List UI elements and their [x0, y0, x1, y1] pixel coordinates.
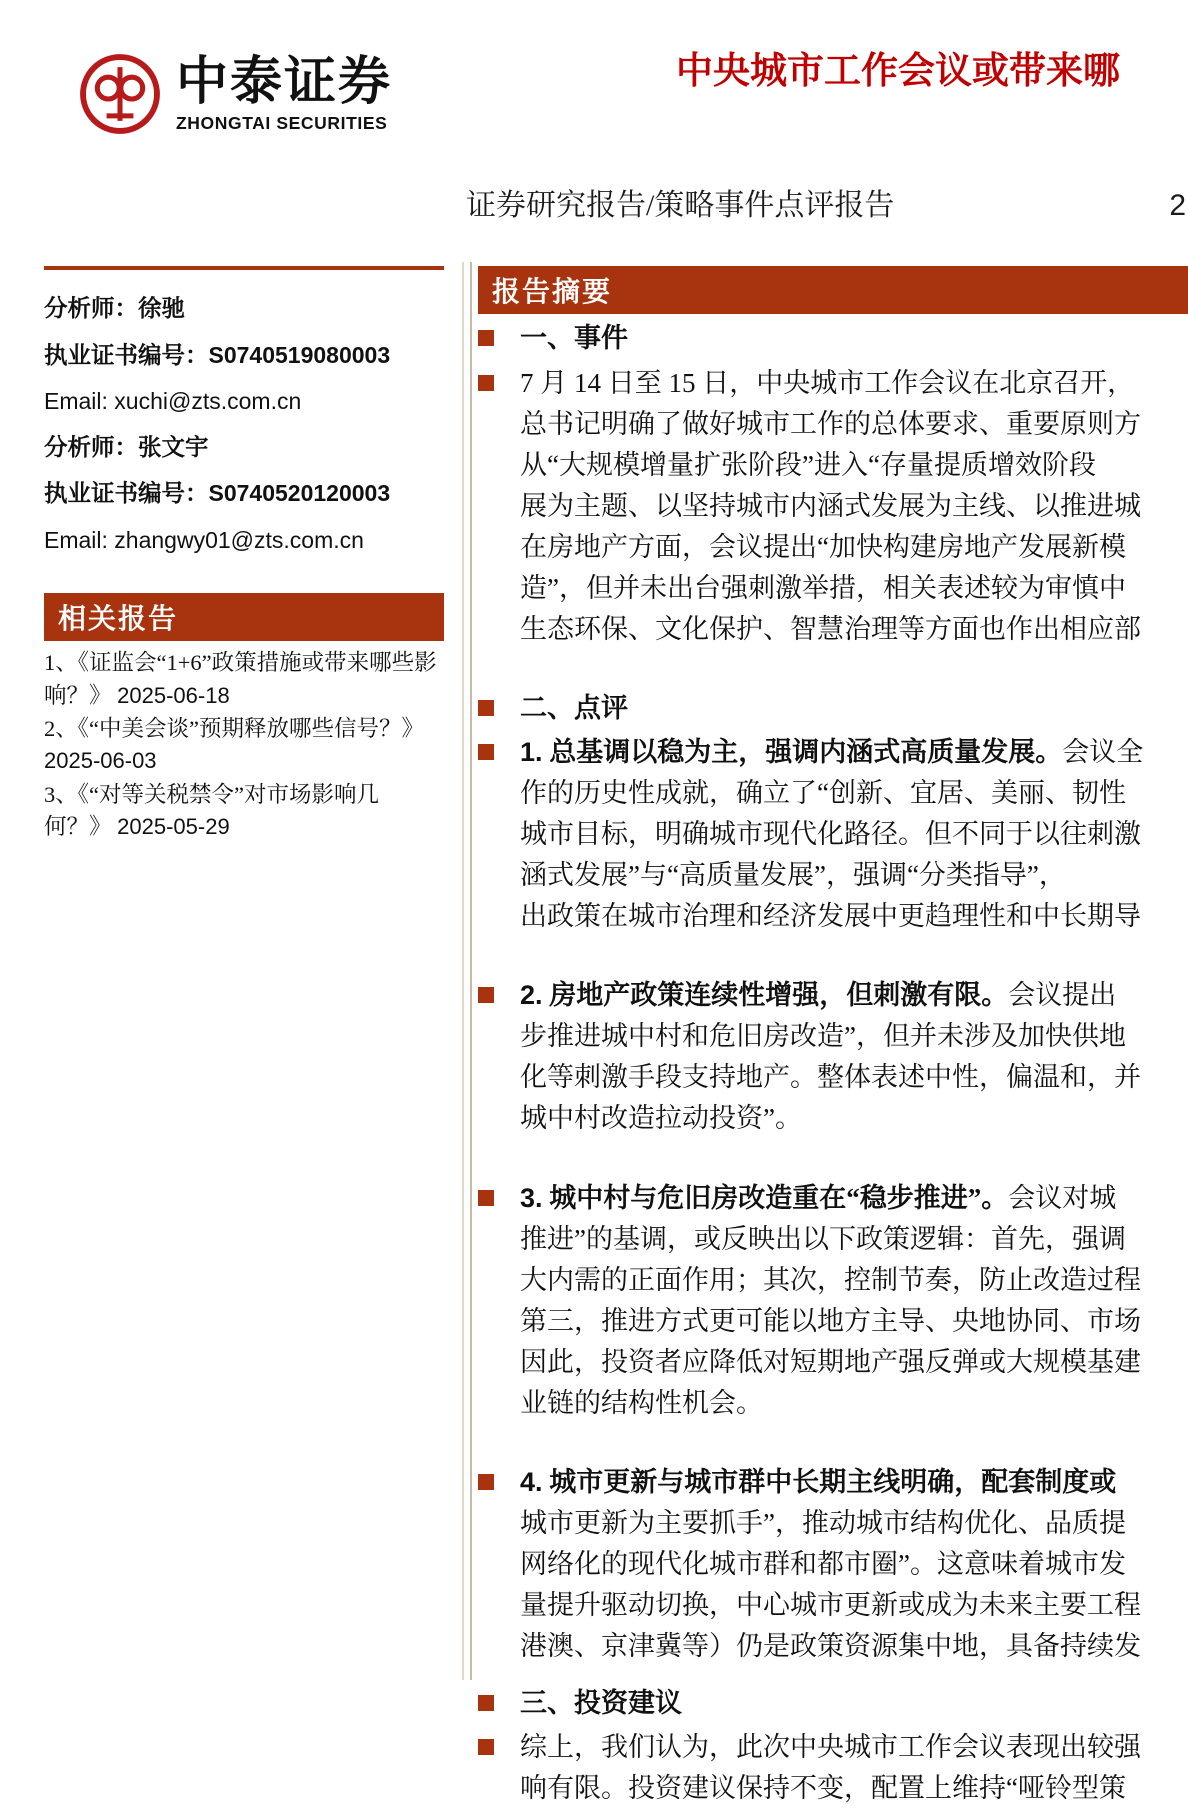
comment-lead-bold: 城市更新与城市群中长期主线明确，配套制度或 [549, 1466, 1117, 1497]
analyst-email-address[interactable]: xuchi@zts.com.cn [114, 388, 302, 415]
paragraph-line: 涵式发展”与“高质量发展”，强调“分类指导”， [520, 860, 1066, 891]
paragraph-line: 展为主题、以坚持城市内涵式发展为主线、以推进城 [520, 490, 1141, 521]
comment-lead-rest: 会议提出 [1008, 980, 1117, 1011]
square-bullet-icon [478, 700, 494, 716]
paragraph-line: 量提升驱动切换，中心城市更新或成为未来主要工程 [520, 1589, 1141, 1620]
comment-number: 1. [520, 737, 543, 768]
comment-item-row [478, 732, 1188, 937]
paragraph-line: 城市更新为主要抓手”，推动城市结构优化、品质提 [520, 1507, 1126, 1538]
brand-logo [78, 52, 392, 136]
paragraph-line: 造”，但并未出台强刺激举措，相关表述较为审慎中 [520, 572, 1126, 603]
paragraph-line: 作的历史性成就，确立了“创新、宜居、美丽、韧性 [520, 778, 1126, 809]
section-heading-row [478, 1683, 1188, 1724]
analyst-license-label: 执业证书编号： [44, 342, 209, 369]
sidebar [44, 266, 444, 844]
related-reports-header [44, 593, 444, 641]
comment-lead-bold: 城中村与危旧房改造重在“稳步推进”。 [549, 1182, 1009, 1213]
section-heading: 二、点评 [520, 692, 628, 723]
comment-number: 2. [520, 980, 543, 1011]
section-paragraphs [520, 363, 1188, 650]
section-heading-row [478, 318, 1188, 359]
comment-item-row [478, 1178, 1188, 1424]
analyst-license [44, 333, 444, 380]
column-divider-outer [462, 262, 464, 1680]
comment-lead-bold: 房地产政策连续性增强，但刺激有限。 [549, 980, 1009, 1011]
paragraph-line: 业链的结构性机会。 [520, 1387, 763, 1418]
paragraph-line: 港澳、京津冀等）仍是政策资源集中地，具备持续发 [520, 1630, 1141, 1661]
analyst-name: 分析师：徐驰 [44, 296, 185, 322]
section-heading: 三、投资建议 [520, 1687, 682, 1718]
comment-lead-rest: 会议对城 [1008, 1182, 1117, 1213]
comment-lead-bold: 总基调以稳为主，强调内涵式高质量发展。 [549, 737, 1063, 768]
summary-header [478, 266, 1188, 314]
paragraph-line: 推进”的基调，或反映出以下政策逻辑：首先，强调 [520, 1223, 1126, 1254]
analyst-license [44, 471, 444, 518]
square-bullet-icon [478, 375, 494, 391]
comment-lead-line [520, 975, 1188, 1016]
analyst-name: 分析师：张文宇 [44, 434, 209, 461]
paragraph-line: 总书记明确了做好城市工作的总体要求、重要原则方 [520, 408, 1141, 439]
summary-column [478, 266, 1188, 1809]
paragraph-line: 城中村改造拉动投资”。 [520, 1103, 802, 1134]
paragraph-line: 生态环保、文化保护、智慧治理等方面也作出相应部 [520, 613, 1141, 644]
analyst-email-label: Email: [44, 526, 108, 553]
comment-number: 4. [520, 1466, 543, 1497]
paragraph-line: 综上，我们认为，此次中央城市工作会议表现出较强 [520, 1732, 1141, 1763]
column-divider [470, 262, 472, 1680]
comment-lead-line [520, 1178, 1188, 1219]
square-bullet-icon [478, 330, 494, 346]
paragraph-line: 第三，推进方式更可能以地方主导、央地协同、市场 [520, 1305, 1141, 1336]
analyst-license-label: 执业证书编号： [44, 481, 209, 508]
paragraph-line: 在房地产方面，会议提出“加快构建房地产发展新模 [520, 531, 1126, 562]
report-date: 2 [1169, 189, 1186, 222]
report-type-label: 证券研究报告/策略事件点评报告 [466, 189, 895, 222]
brand-name-cn: 中泰证券 [176, 52, 393, 111]
square-bullet-icon [478, 1190, 494, 1206]
analyst-license-number: S0740519080003 [208, 341, 391, 368]
paragraph-line: 城市目标，明确城市现代化路径。但不同于以往刺激 [520, 819, 1141, 850]
analyst-email-label: Email: [44, 388, 108, 415]
page-header [0, 0, 1188, 250]
related-reports-title: 相关报告 [58, 604, 179, 636]
paragraph-line: 从“大规模增量扩张阶段”进入“存量提质增效阶段 [520, 449, 1096, 480]
list-item[interactable] [44, 713, 444, 778]
comment-number: 3. [520, 1182, 543, 1213]
list-item[interactable] [44, 779, 444, 844]
analyst-email-address[interactable]: zhangwy01@zts.com.cn [114, 526, 364, 553]
comment-lead-line [520, 1462, 1188, 1503]
comment-lead-line [520, 732, 1188, 773]
related-report-text: 2、《“中美会谈”预期释放哪些信号？》 [44, 715, 424, 741]
related-report-text: 1、《证监会“1+6”政策措施或带来哪些影响？》 [44, 650, 437, 708]
analyst-email[interactable] [44, 518, 444, 564]
paragraph-line: 响有限。投资建议保持不变，配置上维持“哑铃型策 [520, 1773, 1126, 1804]
square-bullet-icon [478, 1739, 494, 1755]
square-bullet-icon [478, 987, 494, 1003]
related-reports-list [44, 647, 444, 843]
square-bullet-icon [478, 744, 494, 760]
paragraph-line: 化等刺激手段支持地产。整体表述中性，偏温和，并 [520, 1062, 1141, 1093]
section-body-row [478, 363, 1188, 650]
brand-name-en: ZHONGTAI SECURITIES [176, 112, 388, 133]
square-bullet-icon [478, 1474, 494, 1490]
paragraph-line: 因此，投资者应降低对短期地产强反弹或大规模基建 [520, 1346, 1141, 1377]
section-heading: 一、事件 [520, 323, 628, 353]
paragraph-line: 7 月 14 日至 15 日，中央城市工作会议在北京召开， [520, 367, 1135, 398]
related-report-date: 2025-05-29 [117, 814, 230, 840]
paragraph-line: 网络化的现代化城市群和都市圈”。这意味着城市发 [520, 1548, 1126, 1579]
square-bullet-icon [478, 1695, 494, 1711]
related-report-date: 2025-06-03 [44, 748, 157, 774]
report-type-line [466, 180, 1186, 224]
paragraph-line: 出政策在城市治理和经济发展中更趋理性和中长期导 [520, 901, 1141, 932]
comment-lead-rest: 会议全 [1062, 737, 1144, 768]
list-item[interactable] [44, 647, 444, 712]
summary-title: 报告摘要 [492, 277, 613, 308]
zhongtai-emblem-icon [78, 52, 162, 136]
section-heading-row [478, 688, 1188, 729]
paragraph-line: 步推进城中村和危旧房改造”，但并未涉及加快供地 [520, 1021, 1126, 1052]
page-title: 中央城市工作会议或带来哪 [676, 50, 1120, 91]
related-report-text: 3、《“对等关税禁令”对市场影响几何？》 [44, 781, 379, 840]
analyst-info [44, 270, 444, 563]
paragraph-line: 大内需的正面作用；其次，控制节奏，防止改造过程 [520, 1264, 1141, 1295]
comment-item-row [478, 1462, 1188, 1667]
related-report-date: 2025-06-18 [117, 682, 230, 708]
section-body-row [478, 1727, 1188, 1809]
analyst-email[interactable] [44, 379, 444, 425]
analyst-license-number: S0740520120003 [208, 480, 391, 507]
comment-item-row [478, 975, 1188, 1139]
